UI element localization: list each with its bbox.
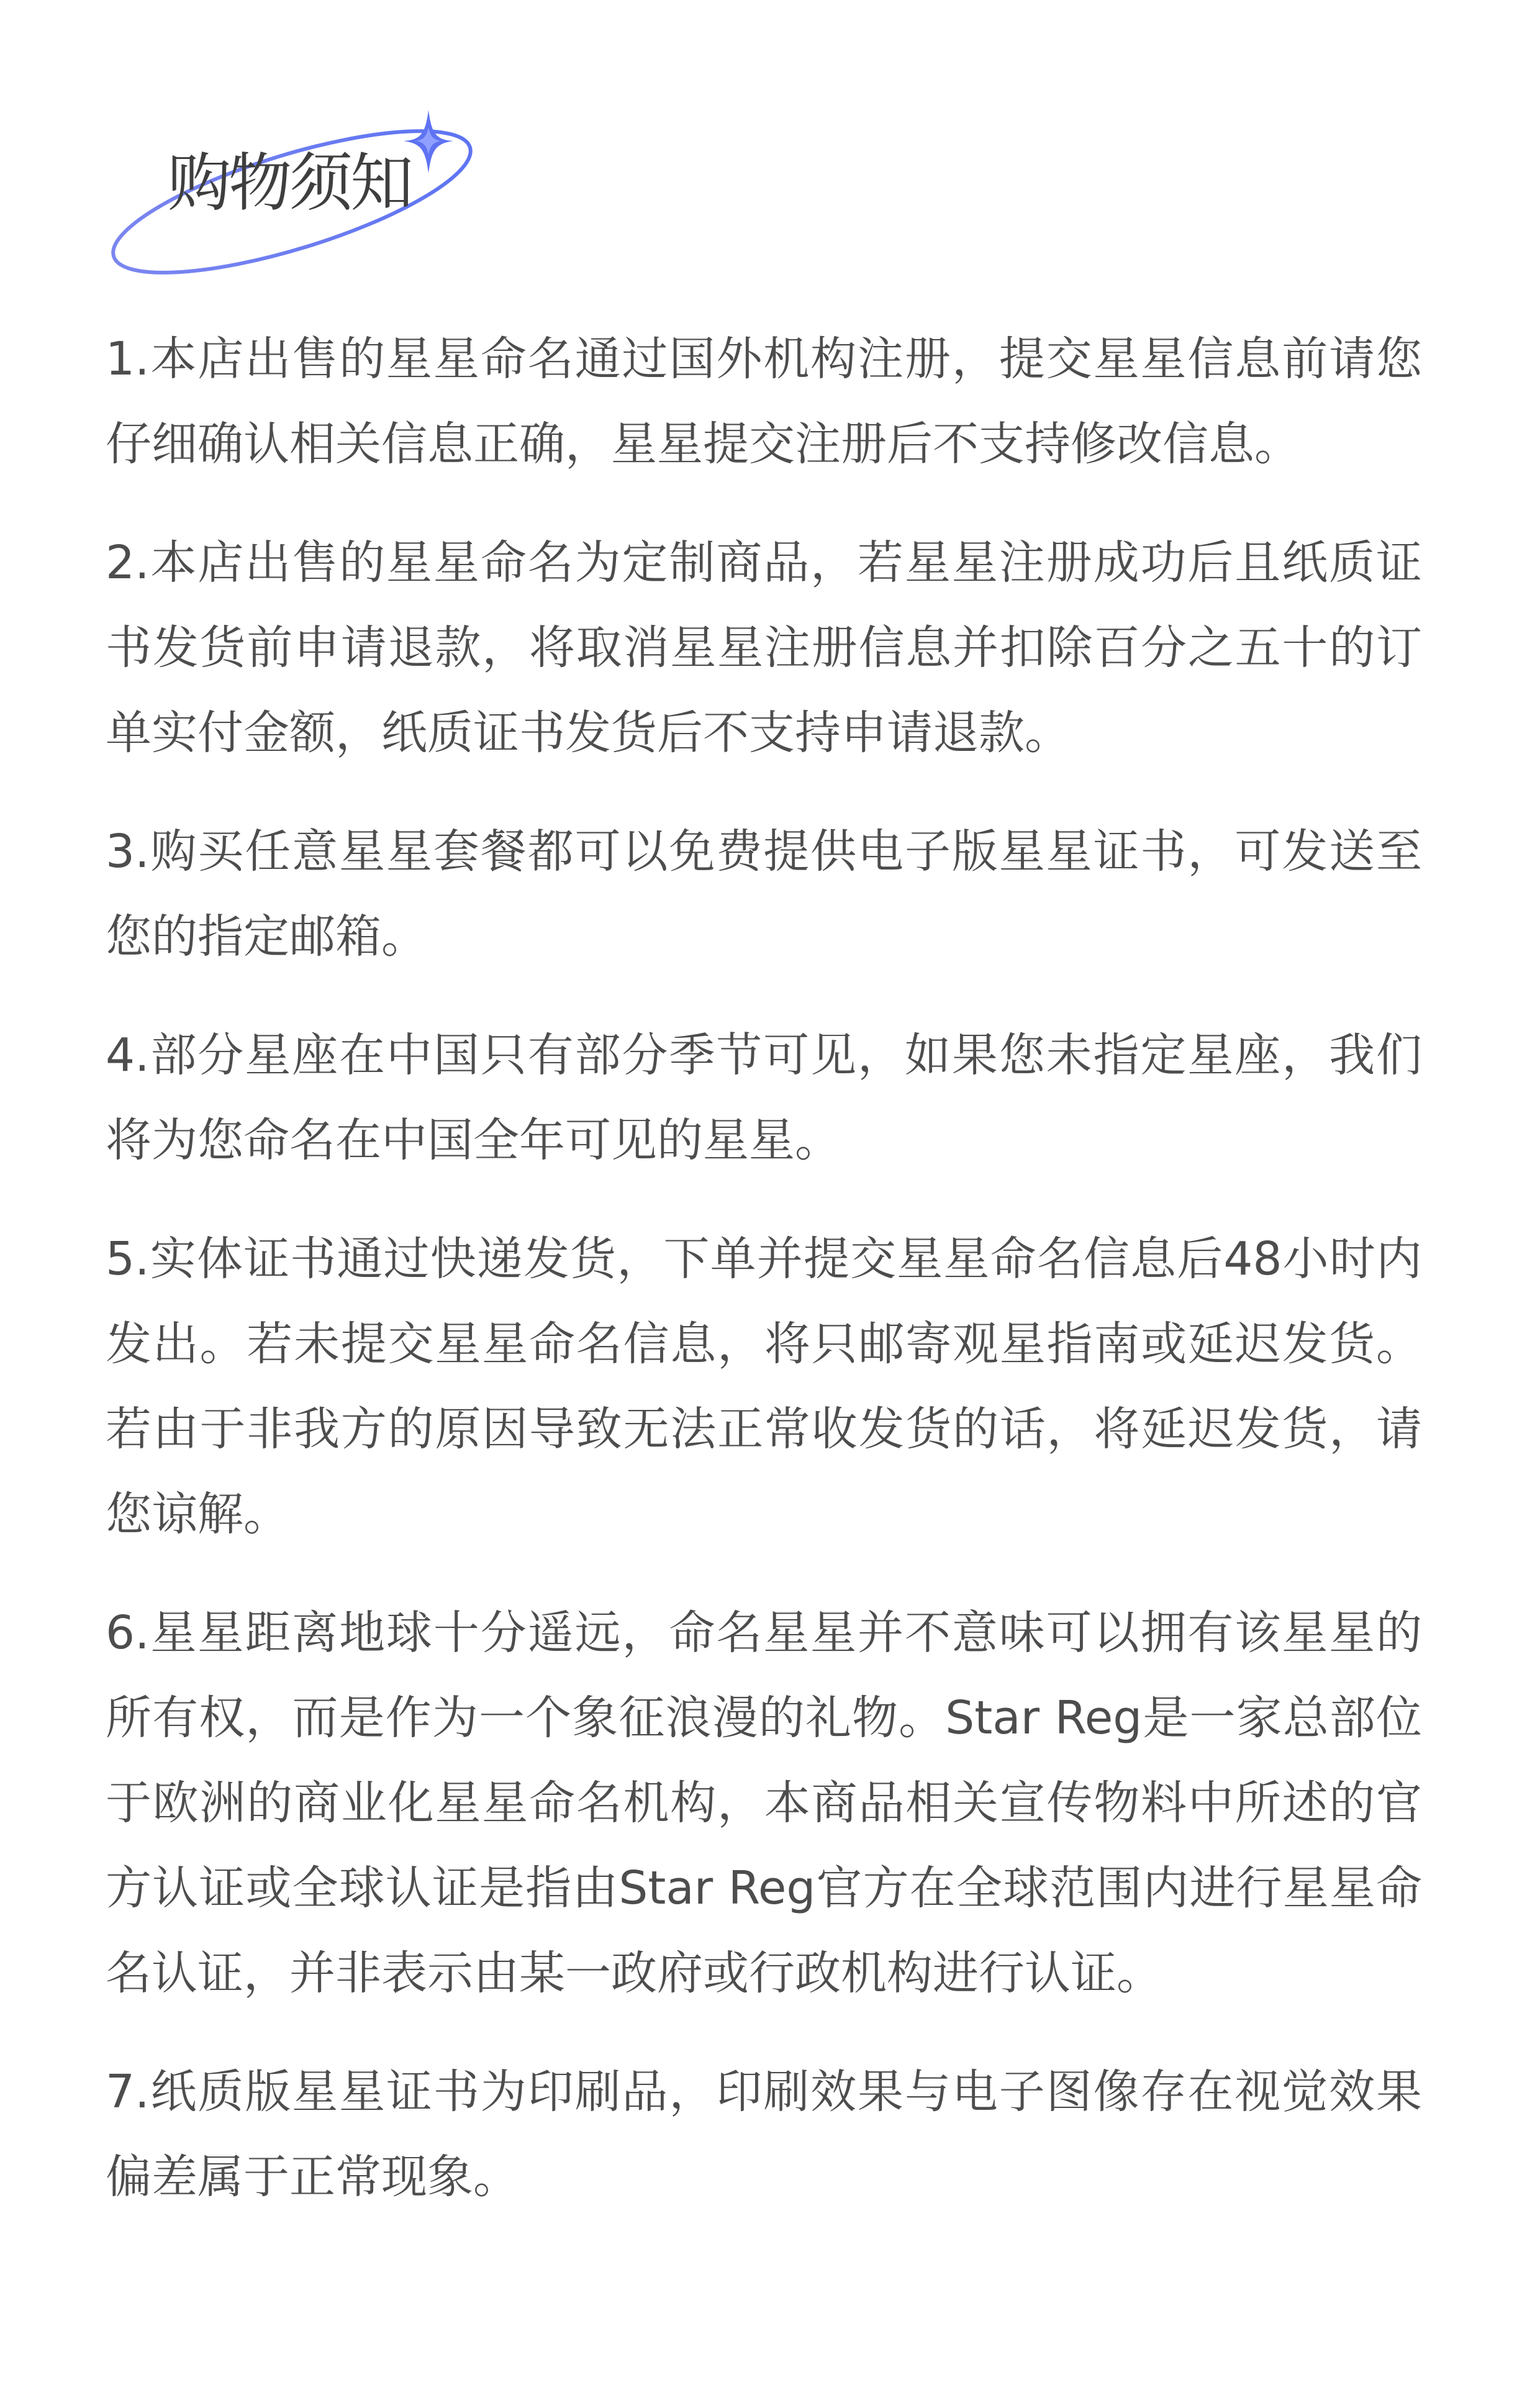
notice-item	[106, 809, 1422, 979]
section-header	[106, 102, 491, 283]
notice-text: 购买任意星星套餐都可以免费提供电子版星星证书，可发送至您的指定邮箱。	[106, 825, 1422, 963]
notice-item	[106, 1217, 1422, 1557]
notice-text: 纸质版星星证书为印刷品，印刷效果与电子图像存在视觉效果偏差属于正常现象。	[106, 2065, 1422, 2204]
notice-text: 本店出售的星星命名通过国外机构注册，提交星星信息前请您仔细确认相关信息正确，星星提交注册后不支持修改信息。	[106, 332, 1422, 471]
notice-text: 本店出售的星星命名为定制商品，若星星注册成功后且纸质证书发货前申请退款，将取消星星注册信息并扣除百分之五十的订单实付金额，纸质证书发货后不支持申请退款。	[106, 536, 1422, 760]
notice-item	[106, 317, 1422, 487]
notice-item	[106, 520, 1422, 776]
notice-text: 部分星座在中国只有部分季节可见，如果您未指定星座，我们将为您命名在中国全年可见的星星。	[106, 1029, 1422, 1167]
notice-number: 4.	[106, 1029, 150, 1082]
notice-number: 5.	[106, 1232, 150, 1286]
notice-number: 2.	[106, 536, 150, 589]
notice-number: 6.	[106, 1606, 150, 1660]
notice-item	[106, 1591, 1422, 2016]
notice-text: 星星距离地球十分遥远，命名星星并不意味可以拥有该星星的所有权，而是作为一个象征浪漫的礼物。Star Reg是一家总部位于欧洲的商业化星星命名机构，本商品相关宣传物料中所述的官方认证或全球认证是指由Star Reg官方在全球范围内进行星星命名认证，并非表示由某一政府或行政机构进行认证。	[106, 1606, 1422, 2000]
notice-text: 实体证书通过快递发货，下单并提交星星命名信息后48小时内发出。若未提交星星命名信息，将只邮寄观星指南或延迟发货。若由于非我方的原因导致无法正常收发货的话，将延迟发货，请您谅解。	[106, 1232, 1422, 1541]
notice-number: 1.	[106, 332, 150, 386]
notice-item	[106, 2050, 1422, 2220]
page-title: 购物须知	[168, 147, 411, 220]
notice-number: 3.	[106, 825, 150, 878]
notice-list	[106, 317, 1422, 2253]
notice-number: 7.	[106, 2065, 150, 2119]
notice-item	[106, 1013, 1422, 1183]
